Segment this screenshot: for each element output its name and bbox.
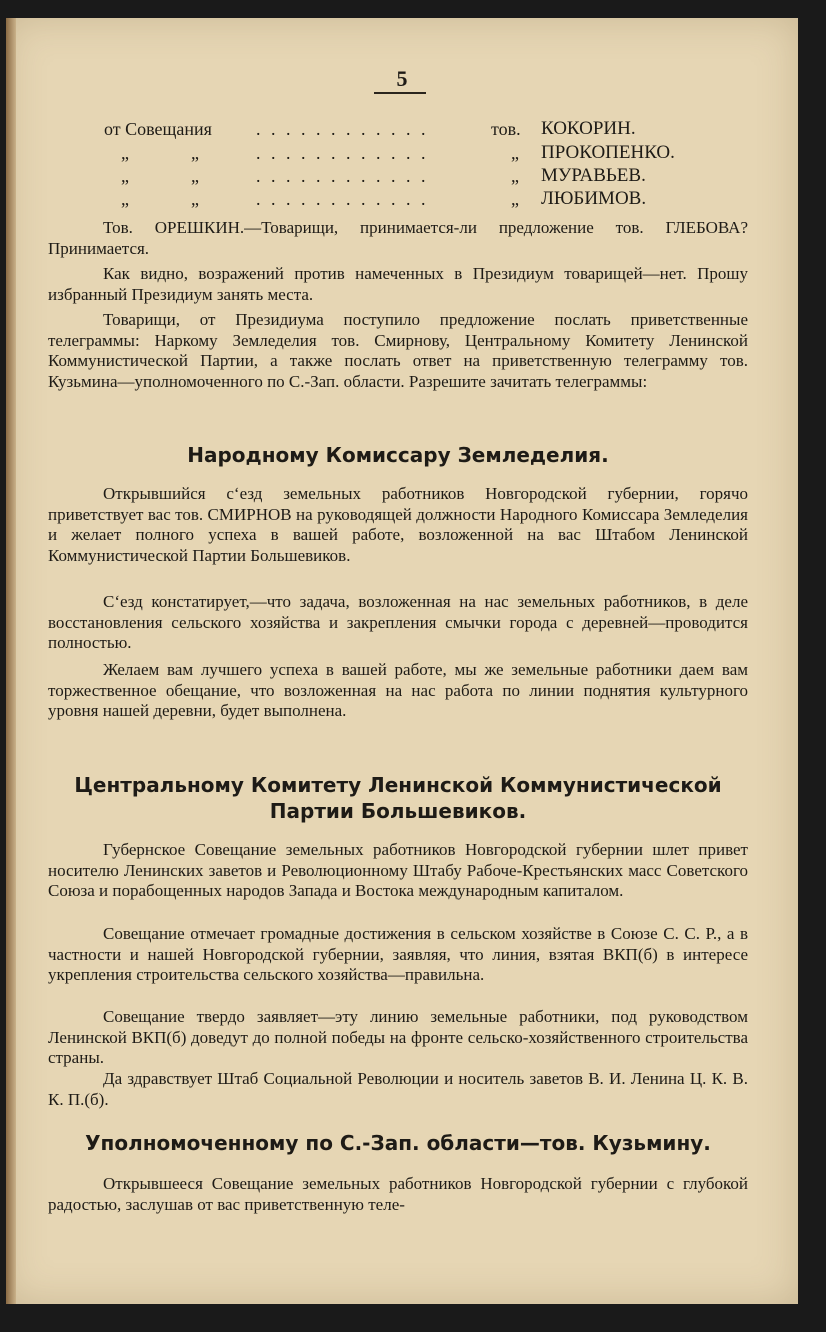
paragraph: Совещание отмечает громадные достижения в сельском хозяйстве в Союзе С. С. Р., а в частности и нашей Новгородской губернии, заявляя, что линия, взятая ВКП(б) в интересе укрепления строительства сельского хозяйства—правильна. bbox=[48, 924, 748, 984]
document-page bbox=[6, 18, 798, 1304]
presidium-row-dots: . . . . . . . . . . . . bbox=[256, 189, 429, 209]
section-heading: Центральному Комитету Ленинской Коммунистической bbox=[74, 773, 722, 797]
presidium-row-name: ЛЮБИМОВ. bbox=[541, 188, 647, 209]
presidium-row-dots: . . . . . . . . . . . . bbox=[256, 119, 429, 139]
presidium-row bbox=[6, 118, 798, 140]
presidium-row bbox=[6, 142, 798, 164]
presidium-row-name: МУРАВЬЕВ. bbox=[541, 165, 646, 186]
presidium-row-name: ПРОКОПЕНКО. bbox=[541, 142, 675, 163]
presidium-row-prefix: тов. bbox=[491, 119, 521, 139]
page-number-rule bbox=[374, 92, 426, 94]
presidium-row-dots: . . . . . . . . . . . . bbox=[256, 166, 429, 186]
presidium-row-ditto: „ bbox=[191, 166, 199, 186]
presidium-row-ditto: „ bbox=[191, 143, 199, 163]
section-heading-continued: Партии Большевиков. bbox=[269, 799, 527, 823]
presidium-row-source: „ bbox=[121, 189, 129, 209]
paragraph: Губернское Совещание земельных работников Новгородской губернии шлет привет носителю Ленинских заветов и Революционному Штабу Рабоче-Крестьянских масс Советского Союза и порабощенных народов Запада и Востока международным капиталом. bbox=[48, 840, 748, 900]
presidium-row-prefix: „ bbox=[511, 189, 519, 209]
presidium-row-source: „ bbox=[121, 166, 129, 186]
presidium-row-ditto: „ bbox=[191, 189, 199, 209]
paragraph: Да здравствует Штаб Социальной Революции и носитель заветов В. И. Ленина Ц. К. В. К. П.(б). bbox=[48, 1069, 748, 1109]
section-heading: Уполномоченному по С.-Зап. области—тов. Кузьмину. bbox=[85, 1131, 711, 1155]
paragraph: Открывшийся с‘езд земельных работников Новгородской губернии, горячо приветствует вас тов. СМИРНОВ на руководящей должности Народного Комиссара Земледелия и желает полного успеха в вашей работе, возложенной на вас Штабом Ленинской Коммунистической Партии Большевиков. bbox=[48, 484, 748, 565]
paragraph: Как видно, возражений против намеченных в Президиум товарищей—нет. Прошу избранный Президиум занять места. bbox=[48, 264, 748, 304]
paragraph: Совещание твердо заявляет—эту линию земельные работники, под руководством Ленинской ВКП(б) доведут до полной победы на фронте сельско-хозяйственного строительства страны. bbox=[48, 1007, 748, 1067]
presidium-row-source: от Совещания bbox=[104, 119, 212, 139]
presidium-row-source: „ bbox=[121, 143, 129, 163]
paragraph: С‘езд констатирует,—что задача, возложенная на нас земельных работников, в деле восстановления сельского хозяйства и закрепления смычки города с деревней—проводится полностью. bbox=[48, 592, 748, 652]
section-heading: Народному Комиссару Земледелия. bbox=[187, 443, 609, 467]
presidium-row-prefix: „ bbox=[511, 166, 519, 186]
presidium-row-name: КОКОРИН. bbox=[541, 118, 636, 139]
presidium-row-prefix: „ bbox=[511, 143, 519, 163]
page-number: 5 bbox=[396, 66, 408, 91]
presidium-row bbox=[6, 188, 798, 210]
paragraph: Тов. ОРЕШКИН.—Товарищи, принимается-ли предложение тов. ГЛЕБОВА? Принимается. bbox=[48, 218, 748, 258]
paragraph: Желаем вам лучшего успеха в вашей работе, мы же земельные работники даем вам торжественное обещание, что возложенная на нас работа по линии поднятия культурного уровня нашей деревни, будет выполнена. bbox=[48, 660, 748, 720]
presidium-row bbox=[6, 165, 798, 187]
presidium-row-dots: . . . . . . . . . . . . bbox=[256, 143, 429, 163]
paragraph: Открывшееся Совещание земельных работников Новгородской губернии с глубокой радостью, заслушав от вас приветственную теле- bbox=[48, 1174, 748, 1214]
book-spine bbox=[6, 18, 16, 1304]
paragraph: Товарищи, от Президиума поступило предложение послать приветственные телеграммы: Наркому Земледелия тов. Смирнову, Центральному Комитету Ленинской Коммунистической Партии, а также послать ответ на приветственную телеграмму тов. Кузьмина—уполномоченного по С.-Зап. области. Разрешите зачитать телеграммы: bbox=[48, 310, 748, 391]
